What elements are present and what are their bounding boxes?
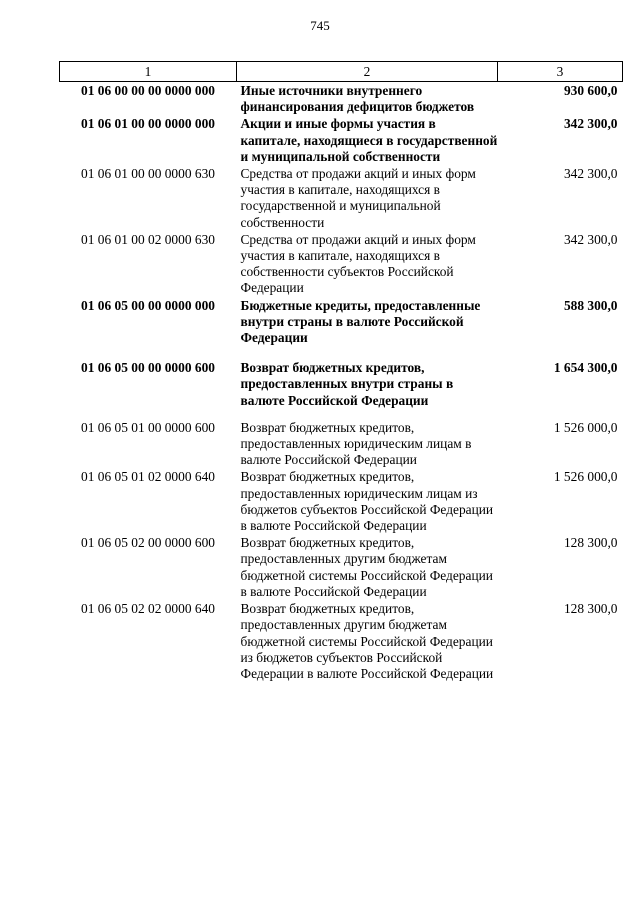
budget-description: Возврат бюджетных кредитов, предоставленных другим бюджетам бюджетной системы Российской Федерации в валюте Российской Федерации [240, 535, 493, 599]
budget-code: 01 06 05 00 00 0000 600 [81, 360, 215, 376]
budget-amount: 342 300,0 [563, 231, 618, 247]
table-row [60, 165, 623, 231]
table-row [60, 600, 623, 682]
budget-amount: 128 300,0 [563, 601, 618, 617]
table-row [60, 82, 623, 116]
budget-description: Возврат бюджетных кредитов, предоставленных юридическим лицам из бюджетов субъектов Российской Федерации в валюте Российской Федерации [240, 469, 494, 534]
table-row [60, 468, 623, 534]
budget-description: Иные источники внутреннего финансирования дефицитов бюджетов [240, 83, 475, 115]
table-row [60, 534, 623, 600]
budget-amount: 1 526 000,0 [553, 419, 618, 435]
budget-code: 01 06 01 00 00 0000 000 [81, 116, 215, 132]
budget-sources-table [59, 61, 623, 682]
table-row [60, 409, 623, 469]
budget-code: 01 06 01 00 00 0000 630 [81, 166, 215, 182]
table-row [60, 115, 623, 165]
budget-amount: 930 600,0 [563, 83, 618, 98]
budget-amount: 128 300,0 [563, 535, 618, 551]
budget-description: Средства от продажи акций и иных форм участия в капитале, находящихся в собственности субъектов Российской Федерации [240, 231, 476, 296]
table-header-row [60, 62, 623, 82]
budget-code: 01 06 00 00 00 0000 000 [81, 83, 215, 98]
budget-description: Средства от продажи акций и иных форм участия в капитале, находящихся в государственной и муниципальной собственности [240, 166, 476, 230]
table-row [60, 346, 623, 409]
budget-amount: 588 300,0 [563, 297, 618, 313]
table-row [60, 231, 623, 297]
budget-code: 01 06 05 02 00 0000 600 [81, 535, 215, 551]
budget-code: 01 06 05 02 02 0000 640 [81, 601, 215, 617]
column-header-code: 1 [60, 62, 237, 82]
budget-description: Акции и иные формы участия в капитале, находящиеся в государственной и муниципальной собственности [240, 116, 498, 164]
budget-amount: 1 654 300,0 [553, 360, 618, 376]
budget-code: 01 06 01 00 02 0000 630 [81, 231, 215, 247]
budget-code: 01 06 05 01 02 0000 640 [81, 469, 215, 485]
budget-amount: 342 300,0 [563, 116, 618, 132]
budget-amount: 1 526 000,0 [553, 469, 618, 485]
budget-description: Возврат бюджетных кредитов, предоставленных другим бюджетам бюджетной системы Российской Федерации из бюджетов субъектов Российской Федерации в валюте Российской Федерации [240, 601, 494, 681]
table-row [60, 297, 623, 347]
budget-description: Возврат бюджетных кредитов, предоставленных внутри страны в валюте Российской Федерации [240, 360, 454, 408]
budget-description: Бюджетные кредиты, предоставленные внутри страны в валюте Российской Федерации [240, 297, 481, 346]
budget-code: 01 06 05 01 00 0000 600 [81, 419, 215, 435]
column-header-amount: 3 [498, 62, 623, 82]
budget-amount: 342 300,0 [563, 166, 618, 182]
budget-code: 01 06 05 00 00 0000 000 [81, 297, 215, 313]
budget-description: Возврат бюджетных кредитов, предоставленных юридическим лицам в валюте Российской Федерации [240, 419, 472, 468]
page-number: 745 [310, 18, 330, 33]
column-header-description: 2 [237, 62, 498, 82]
